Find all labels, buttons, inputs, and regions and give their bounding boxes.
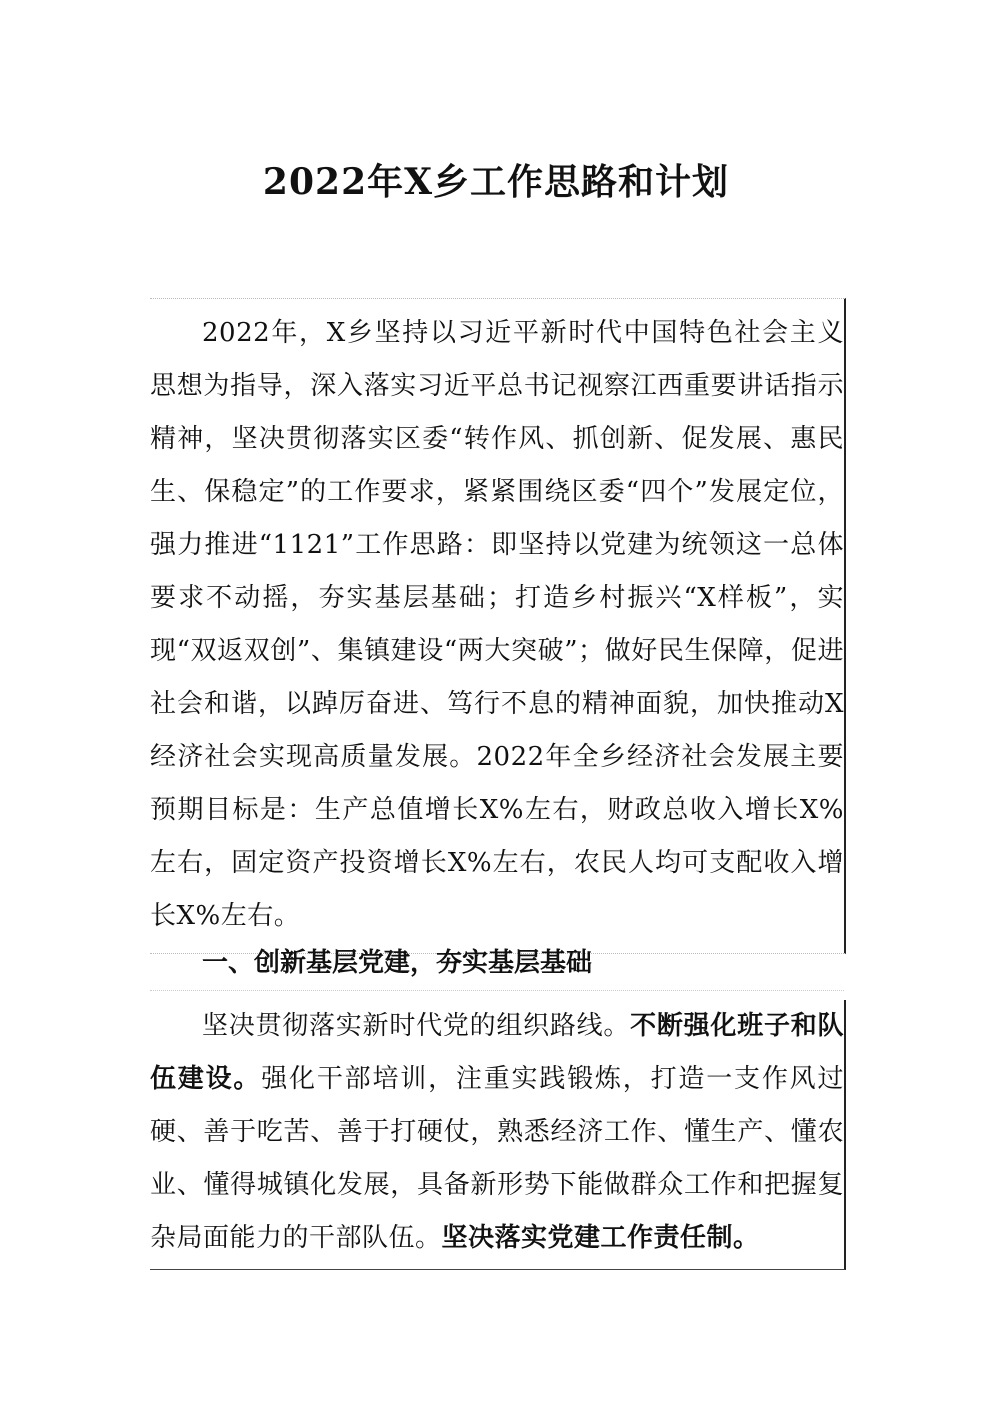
- intro-block: [150, 298, 846, 954]
- intro-paragraph: 2022年，X乡坚持以习近平新时代中国特色社会主义思想为指导，深入落实习近平总书记视察江西重要讲话指示精神，坚决贯彻落实区委“转作风、抓创新、促发展、惠民生、保稳定”的工作要求，紧紧围绕区委“四个”发展定位，强力推进“1121”工作思路：即坚持以党建为统领这一总体要求不动摇，夯实基层基础；打造乡村振兴“X样板”，实现“双返双创”、集镇建设“两大突破”；做好民生保障，促进社会和谐，以踔厉奋进、笃行不息的精神面貌，加快推动X经济社会实现高质量发展。2022年全乡经济社会发展主要预期目标是：生产总值增长X%左右，财政总收入增长X%左右，固定资产投资增长X%左右，农民人均可支配收入增长X%左右。: [150, 318, 844, 931]
- section-heading: 一、创新基层党建，夯实基层基础: [150, 938, 844, 991]
- section-paragraph: [150, 1000, 844, 1265]
- section-body: [150, 1000, 846, 1270]
- section-text-2: 强化干部培训，注重实践锻炼，打造一支作风过硬、善于吃苦、善于打硬仗，熟悉经济工作、懂生产、懂农业、懂得城镇化发展，具备新形势下能做群众工作和把握复杂局面能力的干部队伍。: [150, 1064, 844, 1253]
- section-text-1: 坚决贯彻落实新时代党的组织路线。: [202, 1011, 631, 1041]
- document-title: 2022年X乡工作思路和计划: [262, 161, 730, 203]
- section-bold-1: 不断强化班子和队伍建设。: [150, 1011, 844, 1094]
- section-bold-2: 坚决落实党建工作责任制。: [441, 1223, 760, 1253]
